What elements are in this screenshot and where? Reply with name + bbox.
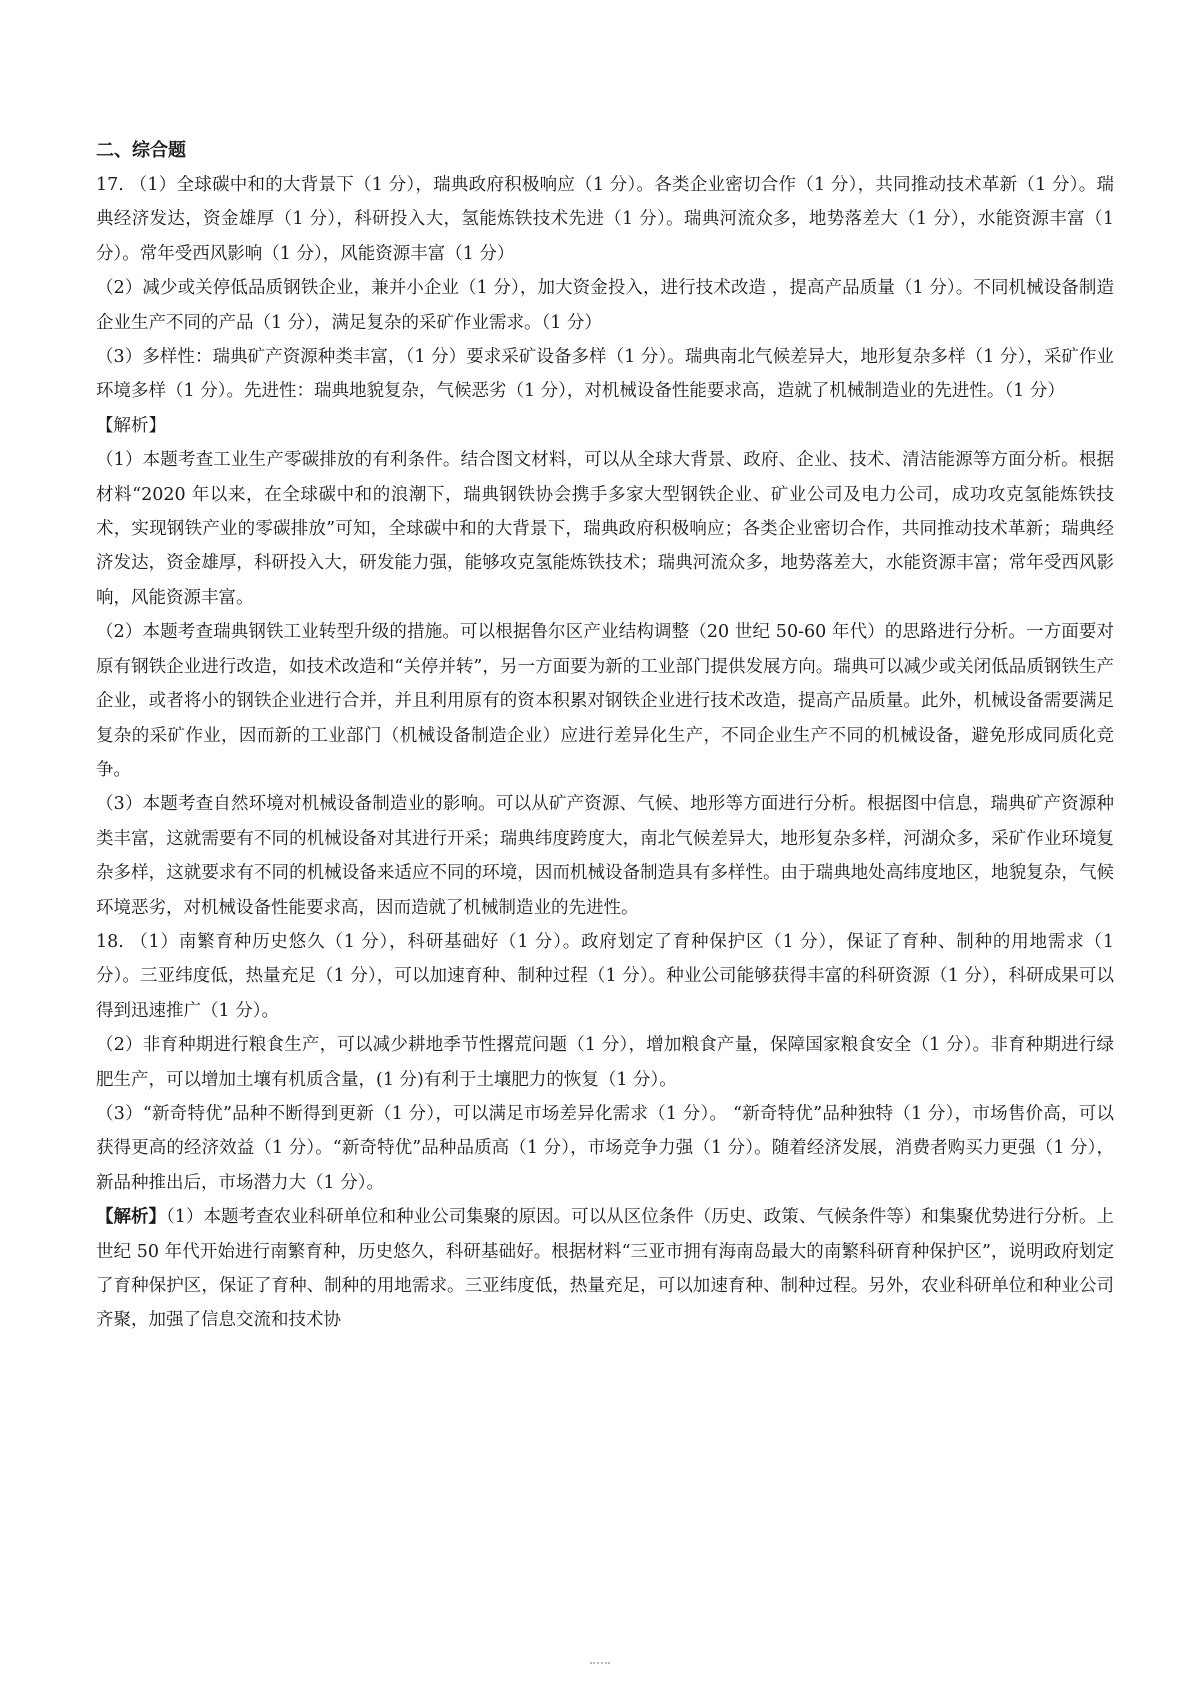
q18-answer-2: （2）非育种期进行粮食生产，可以减少耕地季节性撂荒问题（1 分），增加粮食产量，保障国家粮食安全（1 分）。非育种期进行绿肥生产，可以增加土壤有机质含量，(1 分)有利于土壤肥力的恢复（1 分）。 [96, 1035, 1114, 1090]
q18-answer-3: （3）“新奇特优”品种不断得到更新（1 分），可以满足市场差异化需求（1 分）。 “新奇特优”品种独特（1 分），市场售价高，可以获得更高的经济效益（1 分）。“新奇特优”品种品质高（1 分），市场竞争力强（1 分）。随着经济发展，消费者购买力更强（1 分），新品种推出后，市场潜力大（1 分）。 [96, 1103, 1114, 1193]
q17-answer-3: （3）多样性：瑞典矿产资源种类丰富，（1 分）要求采矿设备多样（1 分）。瑞典南北气候差异大，地形复杂多样（1 分），采矿作业环境多样（1 分）。先进性：瑞典地貌复杂，气候恶劣（1 分），对机械设备性能要求高，造就了机械制造业的先进性。（1 分） [96, 347, 1114, 402]
q18-analysis-1: （1）本题考查农业科研单位和种业公司集聚的原因。可以从区位条件（历史、政策、气候条件等）和集聚优势进行分析。上世纪 50 年代开始进行南繁育种，历史悠久，科研基础好。根据材料“三亚市拥有海南岛最大的南繁科研育种保护区”，说明政府划定了育种保护区，保证了育种、制种的用地需求。三亚纬度低，热量充足，可以加速育种、制种过程。另外，农业科研单位和种业公司齐聚，加强了信息交流和技术协 [96, 1207, 1114, 1331]
q17-analysis-1: （1）本题考查工业生产零碳排放的有利条件。结合图文材料，可以从全球大背景、政府、企业、技术、清洁能源等方面分析。根据材料“2020 年以来，在全球碳中和的浪潮下，瑞典钢铁协会携手多家大型钢铁企业、矿业公司及电力公司，成功攻克氢能炼铁技术，实现钢铁产业的零碳排放”可知，全球碳中和的大背景下，瑞典政府积极响应；各类企业密切合作，共同推动技术革新；瑞典经济发达，资金雄厚，科研投入大，研发能力强，能够攻克氢能炼铁技术；瑞典河流众多，地势落差大，水能资源丰富；常年受西风影响，风能资源丰富。 [96, 450, 1114, 608]
q18-analysis-label: 【解析】 [96, 1207, 167, 1228]
q17-analysis-label: 【解析】 [96, 415, 166, 436]
document-page [96, 134, 1114, 1338]
section-title: 二、综合题 [96, 140, 186, 161]
q17-answer-2: （2）减少或关停低品质钢铁企业，兼并小企业（1 分），加大资金投入，进行技术改造 ，提高产品质量（1 分）。不同机械设备制造企业生产不同的产品（1 分），满足复杂的采矿作业需求。（1 分） [96, 278, 1114, 333]
question-18 [96, 925, 1114, 1338]
q17-analysis-2: （2）本题考查瑞典钢铁工业转型升级的措施。可以根据鲁尔区产业结构调整（20 世纪 50-60 年代）的思路进行分析。一方面要对原有钢铁企业进行改造，如技术改造和“关停并转”，另一方面要为新的工业部门提供发展方向。瑞典可以减少或关闭低品质钢铁生产企业，或者将小的钢铁企业进行合并，并且利用原有的资本积累对钢铁企业进行技术改造，提高产品质量。此外，机械设备需要满足复杂的采矿作业，因而新的工业部门（机械设备制造企业）应进行差异化生产，不同企业生产不同的机械设备，避免形成同质化竞争。 [96, 622, 1114, 780]
q18-answer-1: 18. （1）南繁育种历史悠久（1 分），科研基础好（1 分）。政府划定了育种保护区（1 分），保证了育种、制种的用地需求（1 分）。三亚纬度低，热量充足（1 分），可以加速育种、制种过程（1 分）。种业公司能够获得丰富的科研资源（1 分），科研成果可以得到迅速推广（1 分）。 [96, 931, 1114, 1021]
q17-answer-1: 17. （1）全球碳中和的大背景下（1 分），瑞典政府积极响应（1 分）。各类企业密切合作（1 分），共同推动技术革新（1 分）。瑞典经济发达，资金雄厚（1 分），科研投入大，氢能炼铁技术先进（1 分）。瑞典河流众多，地势落差大（1 分），水能资源丰富（1 分）。常年受西风影响（1 分），风能资源丰富（1 分） [96, 175, 1114, 264]
q17-analysis-3: （3）本题考查自然环境对机械设备制造业的影响。可以从矿产资源、气候、地形等方面进行分析。根据图中信息，瑞典矿产资源种类丰富，这就需要有不同的机械设备对其进行开采；瑞典纬度跨度大，南北气候差异大，地形复杂多样，河湖众多，采矿作业环境复杂多样，这就要求有不同的机械设备来适应不同的环境，因而机械设备制造具有多样性。由于瑞典地处高纬度地区，地貌复杂，气候环境恶劣，对机械设备性能要求高，因而造就了机械制造业的先进性。 [96, 794, 1114, 918]
question-17 [96, 168, 1114, 925]
page-footer-mark [590, 1662, 610, 1666]
q18-analysis [96, 1200, 1114, 1338]
